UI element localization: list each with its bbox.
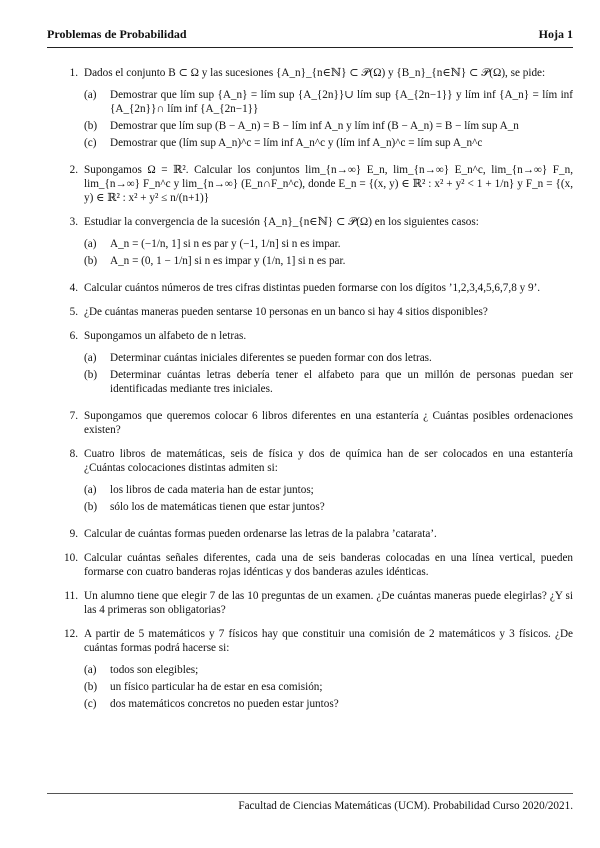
subproblem-text: Demostrar que lím sup {A_n} = lím sup {A_{2n}}∪ lím sup {A_{2n−1}} y lím inf {A_n} = lím inf {A_{2n}}∩ lím inf {A_{2n−1}} — [110, 89, 573, 115]
subproblem-text: Demostrar que (lím sup A_n)^c = lím inf A_n^c y (lím inf A_n)^c = lím sup A_n^c — [110, 137, 483, 149]
subproblem-text: A_n = (0, 1 − 1/n] si n es impar y (1/n, 1] si n es par. — [110, 255, 346, 267]
problem-number: 3. — [69, 216, 78, 228]
page-header — [47, 27, 573, 42]
problem-item — [60, 66, 573, 153]
problem-item — [60, 589, 573, 617]
sheet-label: Hoja 1 — [538, 27, 573, 41]
problem-body — [84, 527, 573, 541]
problem-body — [84, 163, 573, 205]
problem-number: 7. — [69, 410, 78, 422]
problem-text: Calcular de cuántas formas pueden ordenarse las letras de la palabra ’catarata’. — [84, 528, 437, 540]
problem-text: ¿De cuántas maneras pueden sentarse 10 personas en un banco si hay 4 sitios disponibles? — [84, 306, 488, 318]
subproblem-list — [84, 237, 573, 268]
subproblem-label: (b) — [84, 120, 98, 132]
subproblem-label: (c) — [84, 698, 97, 710]
subproblem-item — [84, 136, 573, 150]
subproblem-item — [84, 351, 573, 365]
problem-item — [60, 281, 573, 295]
subproblem-item — [84, 368, 573, 396]
subproblem-text: Determinar cuántas letras debería tener el alfabeto para que un millón de personas puedan ser identificadas mediante tres iniciales. — [110, 369, 573, 395]
document-title: Problemas de Probabilidad — [47, 27, 187, 41]
footer-rule — [47, 793, 573, 794]
subproblem-label: (a) — [84, 89, 97, 101]
subproblem-item — [84, 500, 573, 514]
problem-item — [60, 409, 573, 437]
problem-item — [60, 527, 573, 541]
subproblem-label: (a) — [84, 484, 97, 496]
subproblem-text: dos matemáticos concretos no pueden estar juntos? — [110, 698, 339, 710]
subproblem-item — [84, 88, 573, 116]
subproblem-text: Demostrar que lím sup (B − A_n) = B − lím inf A_n y lím inf (B − A_n) = B − lím sup A_n — [110, 120, 519, 132]
problem-text: Dados el conjunto B ⊂ Ω y las sucesiones {A_n}_{n∈ℕ} ⊂ 𝒫(Ω) y {B_n}_{n∈ℕ} ⊂ 𝒫(Ω), se pide: — [84, 67, 546, 79]
subproblem-item — [84, 119, 573, 133]
header-rule — [47, 47, 573, 48]
subproblem-label: (b) — [84, 681, 98, 693]
subproblem-text: Determinar cuántas iniciales diferentes se pueden formar con dos letras. — [110, 352, 432, 364]
subproblem-text: sólo los de matemáticas tienen que estar juntos? — [110, 501, 325, 513]
problem-number: 4. — [69, 282, 78, 294]
problem-body — [84, 447, 573, 517]
subproblem-item — [84, 663, 573, 677]
problem-text: Un alumno tiene que elegir 7 de las 10 preguntas de un examen. ¿De cuántas maneras puede elegirlas? ¿Y si las 4 primeras son obligatorias? — [84, 590, 573, 616]
subproblem-text: los libros de cada materia han de estar juntos; — [110, 484, 314, 496]
subproblem-list — [84, 88, 573, 150]
problem-number: 5. — [69, 306, 78, 318]
problem-item — [60, 305, 573, 319]
problem-body — [84, 409, 573, 437]
problem-body — [84, 215, 573, 271]
subproblem-label: (a) — [84, 664, 97, 676]
footer-text: Facultad de Ciencias Matemáticas (UCM). Probabilidad Curso 2020/2021. — [238, 800, 573, 812]
subproblem-list — [84, 351, 573, 396]
problem-number: 11. — [64, 590, 78, 602]
problem-number: 1. — [69, 67, 78, 79]
subproblem-item — [84, 254, 573, 268]
problem-body — [84, 329, 573, 399]
problem-number: 12. — [64, 628, 78, 640]
problem-number: 6. — [69, 330, 78, 342]
subproblem-item — [84, 697, 573, 711]
problem-text: Supongamos Ω = ℝ². Calcular los conjuntos lim_{n→∞} E_n, lim_{n→∞} E_n^c, lim_{n→∞} F_n, lim_{n→∞} F_n^c y lim_{n→∞} (E_n∩F_n^c), donde E_n = {(x, y) ∈ ℝ² : x² + y² < 1 + 1/n} y F_n = {(x, y) ∈ ℝ² : x² + y² ≤ n/(n+1)} — [84, 164, 573, 204]
subproblem-list — [84, 483, 573, 514]
problem-number: 2. — [69, 164, 78, 176]
problem-number: 8. — [69, 448, 78, 460]
problem-item — [60, 215, 573, 271]
problem-body — [84, 281, 573, 295]
subproblem-text: un físico particular ha de estar en esa comisión; — [110, 681, 323, 693]
subproblem-text: todos son elegibles; — [110, 664, 199, 676]
problem-body — [84, 305, 573, 319]
problem-item — [60, 447, 573, 517]
problem-body — [84, 589, 573, 617]
problem-text: Supongamos un alfabeto de n letras. — [84, 330, 247, 342]
problem-item — [60, 163, 573, 205]
problem-body — [84, 627, 573, 714]
subproblem-label: (c) — [84, 137, 97, 149]
subproblem-item — [84, 483, 573, 497]
subproblem-label: (a) — [84, 352, 97, 364]
problem-item — [60, 329, 573, 399]
problem-text: Estudiar la convergencia de la sucesión {A_n}_{n∈ℕ} ⊂ 𝒫(Ω) en los siguientes casos: — [84, 216, 479, 228]
problem-list — [60, 66, 573, 724]
problem-text: Calcular cuántas señales diferentes, cada una de seis banderas colocadas en una línea vertical, pueden formarse con cuatro banderas rojas idénticas y dos banderas azules idénticas. — [84, 552, 573, 578]
subproblem-text: A_n = (−1/n, 1] si n es par y (−1, 1/n] si n es impar. — [110, 238, 341, 250]
problem-item — [60, 627, 573, 714]
subproblem-label: (b) — [84, 255, 98, 267]
subproblem-item — [84, 237, 573, 251]
problem-body — [84, 551, 573, 579]
problem-item — [60, 551, 573, 579]
problem-text: A partir de 5 matemáticos y 7 físicos hay que constituir una comisión de 2 matemáticos y 3 físicos. ¿De cuántas formas podrá hacerse si: — [84, 628, 573, 654]
problem-text: Calcular cuántos números de tres cifras distintas pueden formarse con los dígitos ’1,2,3,4,5,6,7,8 y 9’. — [84, 282, 541, 294]
problem-text: Supongamos que queremos colocar 6 libros diferentes en una estantería ¿ Cuántas posibles ordenaciones existen? — [84, 410, 573, 436]
problem-number: 10. — [64, 552, 78, 564]
subproblem-label: (a) — [84, 238, 97, 250]
problem-body — [84, 66, 573, 153]
subproblem-list — [84, 663, 573, 711]
subproblem-label: (b) — [84, 501, 98, 513]
problem-text: Cuatro libros de matemáticas, seis de física y dos de química han de ser colocados en una estantería ¿Cuántas colocaciones distintas admiten si: — [84, 448, 573, 474]
subproblem-item — [84, 680, 573, 694]
subproblem-label: (b) — [84, 369, 98, 381]
problem-number: 9. — [69, 528, 78, 540]
